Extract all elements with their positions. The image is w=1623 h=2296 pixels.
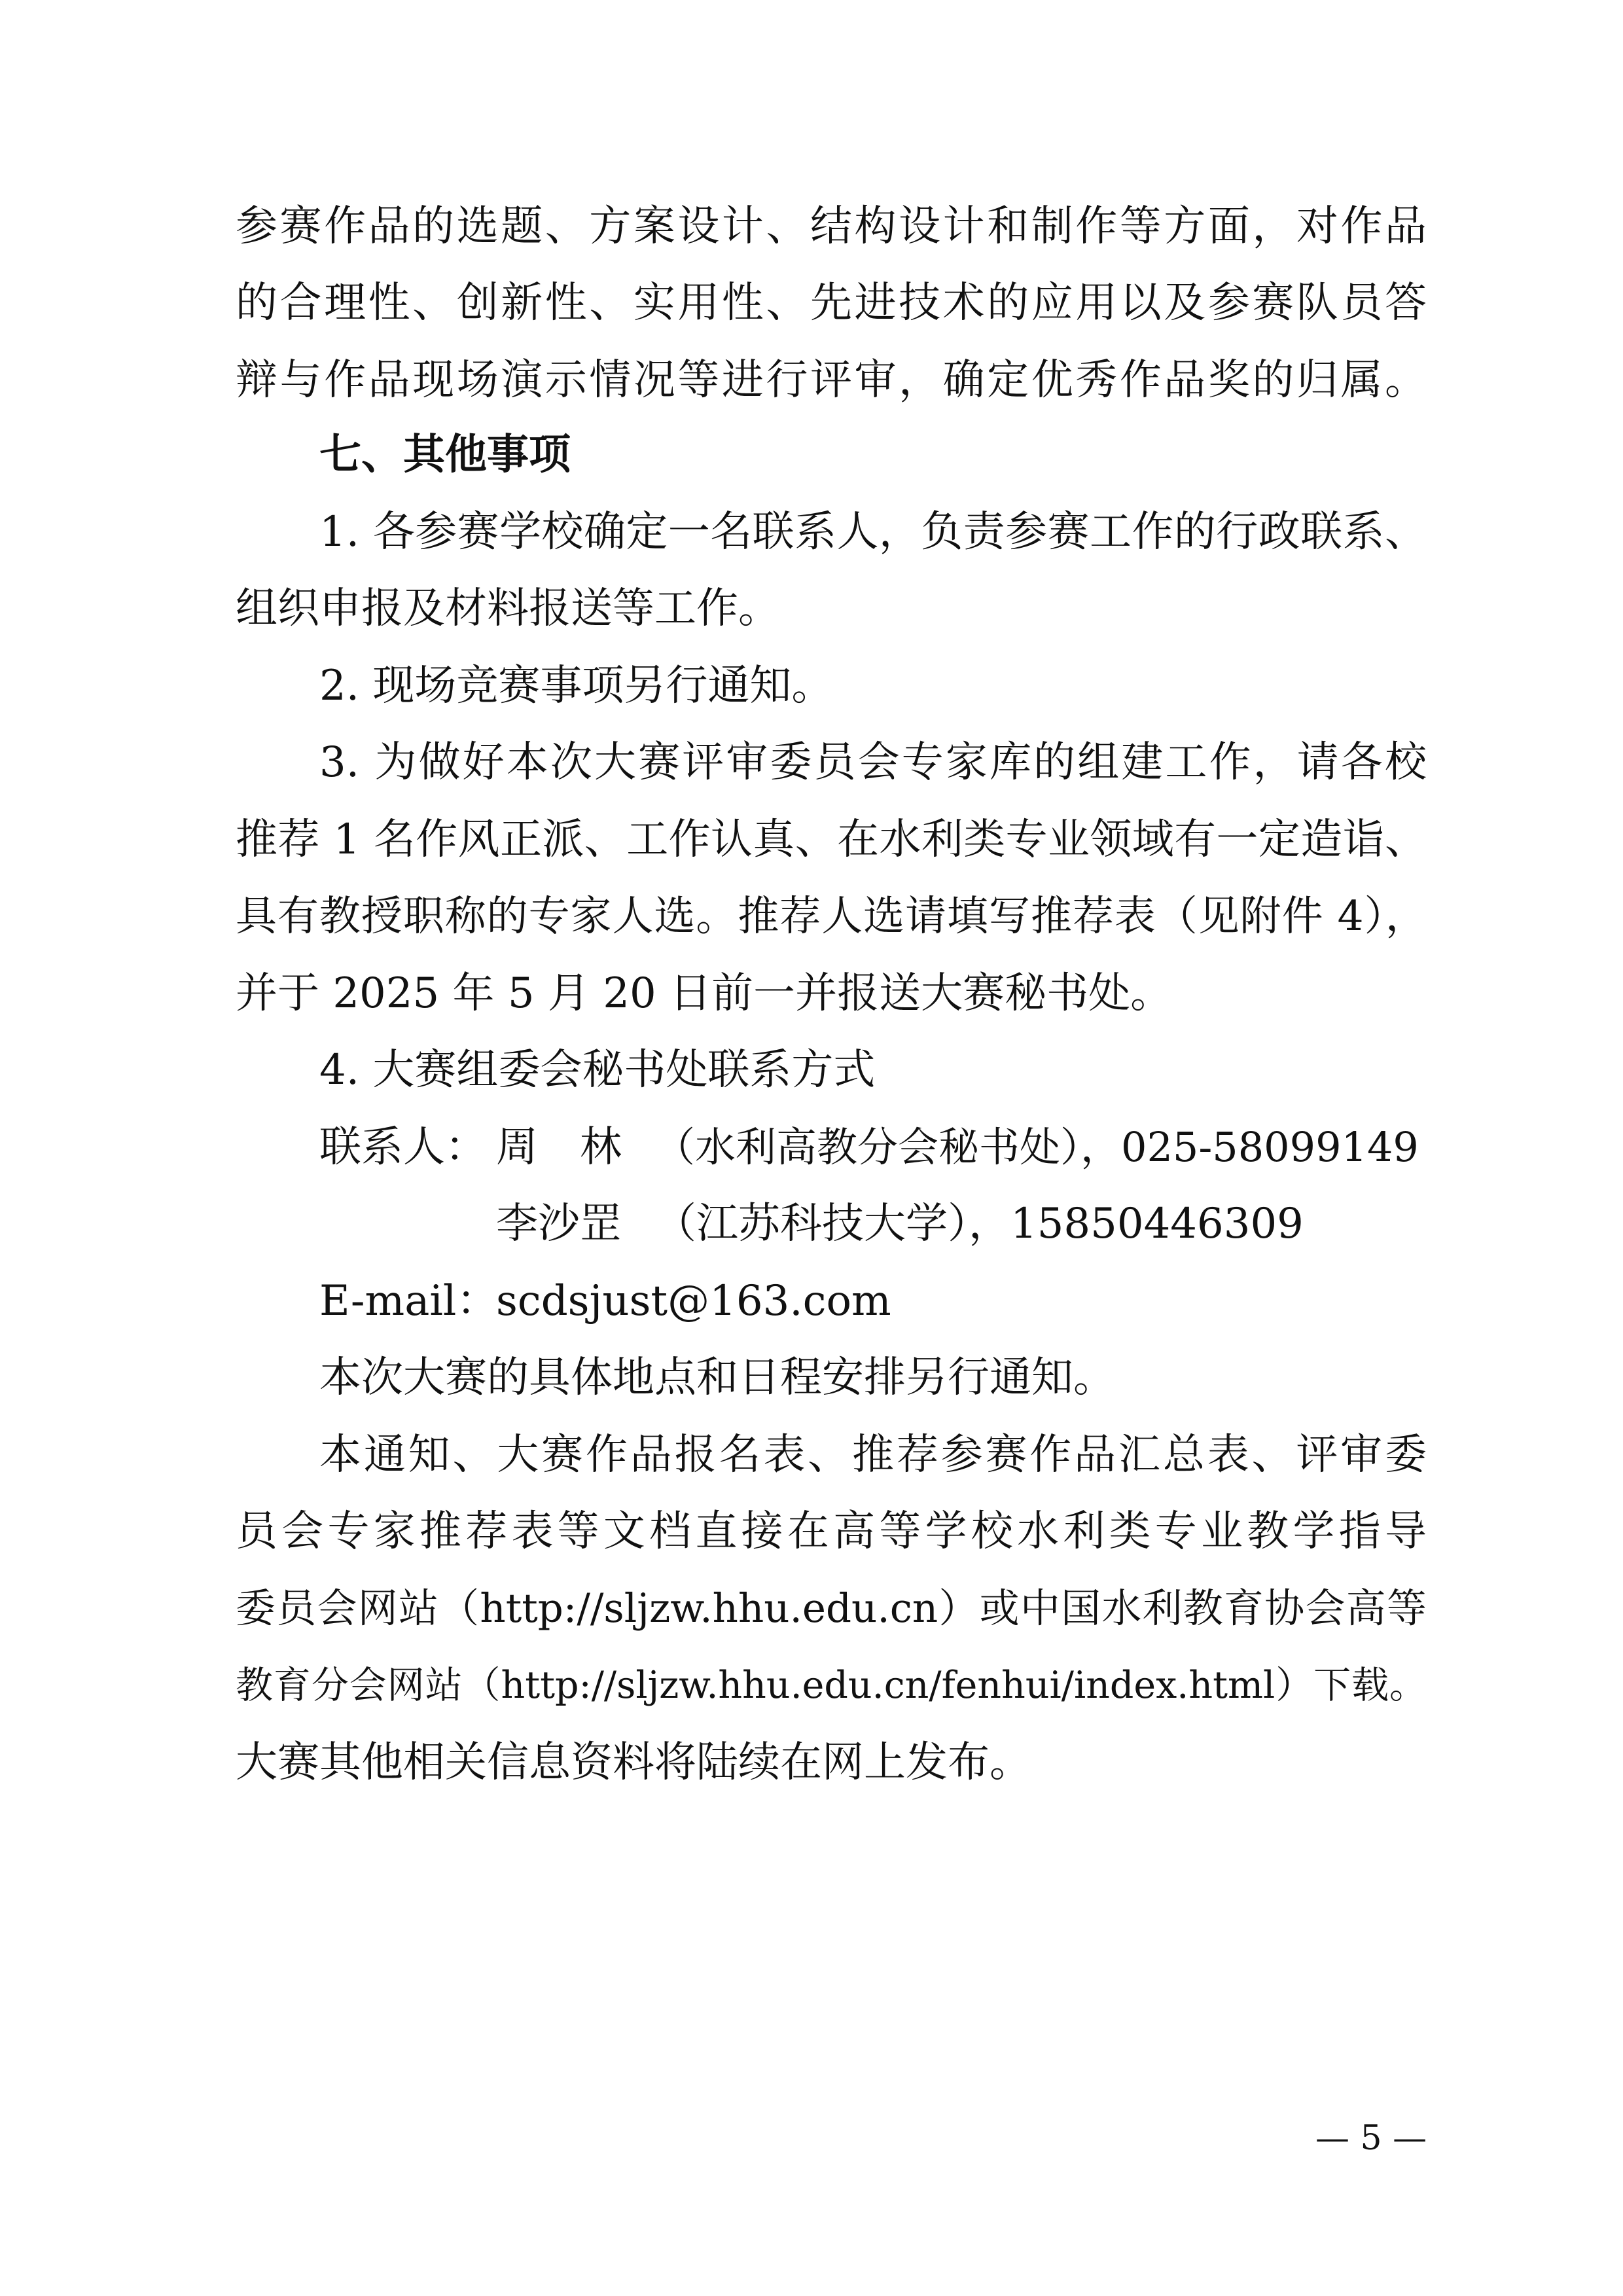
list-item-1-line: 组织申报及材料报送等工作。 [236,584,780,633]
paragraph-line: 辩与作品现场演示情况等进行评审，确定优秀作品奖的归属。 [236,356,1427,404]
section-heading: 七、其他事项 [319,430,571,479]
list-item-3-line: 3. 为做好本次大赛评审委员会专家库的组建工作，请各校 [319,738,1427,787]
download-paragraph-line: 委员会网站（http://sljzw.hhu.edu.cn）或中国水利教育协会高等 [236,1585,1427,1632]
list-item-3-line: 推荐 1 名作风正派、工作认真、在水利类专业领域有一定造诣、 [236,816,1427,864]
list-item-3-line: 并于 2025 年 5 月 20 日前一并报送大赛秘书处。 [236,969,1173,1018]
email-address: scdsjust@163.com [496,1277,891,1325]
download-paragraph-line: 教育分会网站（http://sljzw.hhu.edu.cn/fenhui/index.html）下载。 [236,1664,1427,1707]
page-number: — 5 — [1315,2119,1427,2158]
paragraph-line: 的合理性、创新性、实用性、先进技术的应用以及参赛队员答 [236,279,1427,327]
list-item-2: 2. 现场竞赛事项另行通知。 [319,662,834,710]
paragraph-line: 参赛作品的选题、方案设计、结构设计和制作等方面，对作品 [236,202,1427,251]
list-item-3-line: 具有教授职称的专家人选。推荐人选请填写推荐表（见附件 4）， [236,892,1427,940]
email-label: E-mail： [319,1277,499,1325]
contact-person-2-detail: （江苏科技大学），15850446309 [654,1200,1304,1248]
download-paragraph-line: 员会专家推荐表等文档直接在高等学校水利类专业教学指导 [236,1507,1427,1556]
contact-person-1-name: 周 林 [496,1123,622,1172]
list-item-1-line: 1. 各参赛学校确定一名联系人，负责参赛工作的行政联系、 [319,508,1427,556]
list-item-4: 4. 大赛组委会秘书处联系方式 [319,1046,876,1094]
contact-person-2-name: 李沙罡 [496,1200,622,1248]
contact-person-1-detail-text: （水利高教分会秘书处），025-58099149 [654,1123,1419,1171]
contact-person-1-detail [654,1121,1419,1174]
download-paragraph-line: 大赛其他相关信息资料将陆续在网上发布。 [236,1738,1031,1787]
schedule-note: 本次大赛的具体地点和日程安排另行通知。 [319,1354,1115,1402]
contact-label: 联系人： [319,1123,487,1172]
download-paragraph-line: 本通知、大赛作品报名表、推荐参赛作品汇总表、评审委 [319,1431,1427,1479]
